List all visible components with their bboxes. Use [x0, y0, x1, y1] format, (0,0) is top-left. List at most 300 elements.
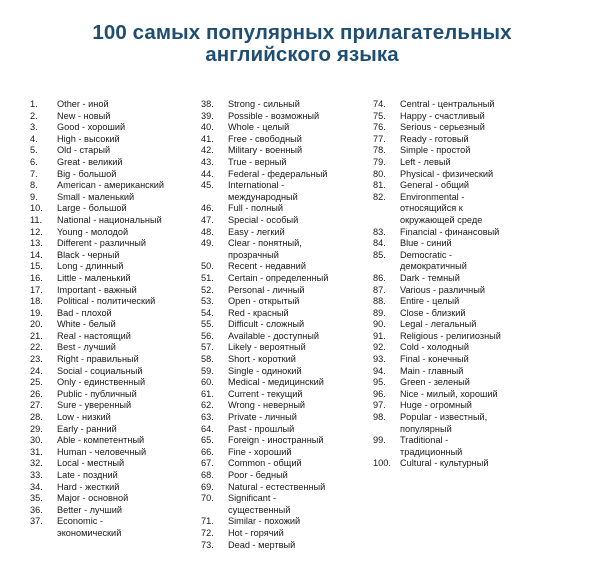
item-text: Popular - известный, популярный: [400, 412, 488, 434]
list-item: [373, 180, 543, 192]
list-item: [201, 308, 373, 320]
list-item: [373, 273, 543, 285]
item-text: Dark - темный: [400, 272, 460, 283]
list-item: [373, 111, 543, 123]
item-number: 31.: [30, 446, 43, 457]
list-item: [373, 400, 543, 412]
item-number: 17.: [30, 284, 43, 295]
item-number: 29.: [30, 423, 43, 434]
item-number: 32.: [30, 458, 43, 469]
list-item: [30, 319, 200, 331]
item-text: Available - доступный: [228, 330, 320, 341]
item-text: Happy - счастливый: [400, 110, 485, 121]
item-text: Various - различный: [400, 284, 485, 295]
list-item: [201, 516, 373, 528]
list-item: [30, 366, 200, 378]
item-text: Strong - сильный: [228, 99, 300, 109]
item-number: 26.: [30, 388, 43, 399]
list-item: [201, 157, 373, 169]
item-number: 99.: [373, 435, 386, 446]
list-item: [373, 145, 543, 157]
item-text: Early - ранний: [57, 423, 117, 434]
item-text: Legal - легальный: [400, 319, 477, 330]
item-number: 51.: [201, 272, 214, 283]
list-item: [373, 435, 543, 458]
item-number: 41.: [201, 133, 214, 144]
item-text: Likely - вероятный: [228, 342, 306, 353]
list-item: [373, 296, 543, 308]
list-item: [30, 354, 200, 366]
item-text: Different - различный: [57, 238, 147, 249]
item-number: 95.: [373, 377, 386, 388]
list-item: [201, 447, 373, 459]
item-number: 14.: [30, 249, 43, 260]
item-text: General - общий: [400, 180, 470, 191]
list-item: [30, 169, 200, 181]
list-item: [201, 528, 373, 540]
item-number: 77.: [373, 133, 386, 144]
item-text: Other - иной: [57, 99, 109, 109]
item-number: 11.: [30, 214, 43, 225]
list-item: [30, 192, 200, 204]
list-item: [373, 308, 543, 320]
item-number: 83.: [373, 226, 386, 237]
item-text: Difficult - сложный: [228, 319, 305, 330]
item-number: 71.: [201, 516, 214, 527]
item-text: Medical - медицинский: [228, 377, 324, 388]
item-number: 5.: [30, 145, 38, 156]
item-text: Single - одинокий: [228, 365, 302, 376]
item-number: 16.: [30, 272, 43, 283]
item-text: Possible - возможный: [228, 110, 320, 121]
list-item: [201, 366, 373, 378]
item-number: 82.: [373, 191, 386, 202]
list-item: [373, 157, 543, 169]
list-item: [201, 134, 373, 146]
item-text: Major - основной: [57, 493, 129, 504]
item-text: Able - компетентный: [57, 435, 145, 446]
list-item: [30, 470, 200, 482]
item-text: Significant - существенный: [228, 493, 291, 515]
item-text: Cold - холодный: [400, 342, 469, 353]
list-item: [373, 331, 543, 343]
list-item: [30, 424, 200, 436]
item-number: 42.: [201, 145, 214, 156]
list-item: [30, 493, 200, 505]
list-item: [373, 319, 543, 331]
item-number: 75.: [373, 110, 386, 121]
item-number: 4.: [30, 133, 38, 144]
item-number: 61.: [201, 388, 214, 399]
item-number: 12.: [30, 226, 43, 237]
item-text: Ready - готовый: [400, 133, 469, 144]
item-text: Real - настоящий: [57, 330, 131, 341]
item-number: 54.: [201, 307, 214, 318]
item-number: 47.: [201, 214, 214, 225]
list-item: [30, 296, 200, 308]
item-number: 90.: [373, 319, 386, 330]
item-number: 36.: [30, 504, 43, 515]
column-3: [373, 99, 543, 470]
item-text: True - верный: [228, 156, 287, 167]
list-item: [201, 238, 373, 261]
list-item: [373, 250, 543, 273]
list-item: [201, 435, 373, 447]
item-number: 94.: [373, 365, 386, 376]
list-item: [201, 470, 373, 482]
item-number: 15.: [30, 261, 43, 272]
item-text: Traditional - традиционный: [400, 435, 463, 457]
item-text: Only - единственный: [57, 377, 146, 388]
item-text: White - белый: [57, 319, 116, 330]
list-item: [30, 389, 200, 401]
item-text: Simple - простой: [400, 145, 471, 156]
item-text: Political - политический: [57, 296, 156, 307]
list-item: [30, 447, 200, 459]
item-text: Easy - легкий: [228, 226, 285, 237]
item-text: Financial - финансовый: [400, 226, 500, 237]
list-item: [30, 308, 200, 320]
item-text: Fine - хороший: [228, 446, 292, 457]
item-number: 87.: [373, 284, 386, 295]
list-item: [373, 366, 543, 378]
item-number: 48.: [201, 226, 214, 237]
item-number: 7.: [30, 168, 38, 179]
item-text: Dead - мертвый: [228, 539, 296, 550]
item-text: Hot - горячий: [228, 527, 284, 538]
list-item: [373, 377, 543, 389]
item-number: 2.: [30, 110, 38, 121]
item-number: 91.: [373, 330, 386, 341]
item-text: New - новый: [57, 110, 111, 121]
item-number: 98.: [373, 412, 386, 423]
item-text: Free - свободный: [228, 133, 302, 144]
list-item: [201, 540, 373, 552]
item-text: Physical - физический: [400, 168, 494, 179]
list-item: [30, 412, 200, 424]
item-number: 38.: [201, 99, 214, 109]
item-text: Environmental - относящийся к окружающей среде: [400, 191, 483, 225]
item-number: 57.: [201, 342, 214, 353]
item-text: Foreign - иностранный: [228, 435, 324, 446]
item-text: Entire - целый: [400, 296, 460, 307]
item-number: 35.: [30, 493, 43, 504]
list-item: [30, 145, 200, 157]
list-item: [201, 319, 373, 331]
list-item: [201, 145, 373, 157]
item-text: Black - черный: [57, 249, 120, 260]
list-item: [373, 389, 543, 401]
item-text: High - высокий: [57, 133, 120, 144]
item-number: 56.: [201, 330, 214, 341]
item-number: 55.: [201, 319, 214, 330]
item-number: 37.: [30, 516, 43, 527]
list-item: [373, 227, 543, 239]
list-item: [373, 238, 543, 250]
item-number: 66.: [201, 446, 214, 457]
item-number: 45.: [201, 180, 214, 191]
list-item: [30, 122, 200, 134]
list-item: [373, 285, 543, 297]
item-text: Little - маленький: [57, 272, 131, 283]
list-item: [373, 134, 543, 146]
list-item: [30, 331, 200, 343]
item-text: Huge - огромный: [400, 400, 472, 411]
item-text: Sure - уверенный: [57, 400, 132, 411]
item-text: Hard - жесткий: [57, 481, 120, 492]
list-item: [201, 342, 373, 354]
item-text: Left - левый: [400, 156, 451, 167]
item-number: 25.: [30, 377, 43, 388]
list-item: [30, 458, 200, 470]
item-number: 53.: [201, 296, 214, 307]
item-number: 81.: [373, 180, 386, 191]
item-number: 67.: [201, 458, 214, 469]
item-text: Long - длинный: [57, 261, 124, 272]
list-item: [201, 285, 373, 297]
list-item: [201, 482, 373, 494]
item-number: 85.: [373, 249, 386, 260]
item-number: 23.: [30, 354, 43, 365]
item-text: Private - личный: [228, 412, 297, 423]
item-number: 21.: [30, 330, 43, 341]
item-text: Religious - религиозный: [400, 330, 501, 341]
item-number: 46.: [201, 203, 214, 214]
list-item: [30, 180, 200, 192]
item-text: Important - важный: [57, 284, 137, 295]
item-text: Federal - федеральный: [228, 168, 328, 179]
list-item: [373, 169, 543, 181]
item-text: Nice - милый, хороший: [400, 388, 498, 399]
item-text: Similar - похожий: [228, 516, 301, 527]
list-item: [30, 111, 200, 123]
item-number: 33.: [30, 470, 43, 480]
list-item: [201, 424, 373, 436]
item-text: Personal - личный: [228, 284, 305, 295]
list-item: [30, 285, 200, 297]
item-number: 60.: [201, 377, 214, 388]
item-number: 10.: [30, 203, 43, 214]
list-item: [30, 99, 200, 111]
item-number: 8.: [30, 180, 38, 191]
item-text: Natural - естественный: [228, 481, 326, 492]
item-number: 13.: [30, 238, 43, 249]
list-item: [201, 273, 373, 285]
list-item: [201, 122, 373, 134]
item-text: Certain - определенный: [228, 272, 329, 283]
item-text: Low - низкий: [57, 412, 111, 423]
item-number: 97.: [373, 400, 386, 411]
column-2: [201, 99, 373, 551]
item-text: Best - лучший: [57, 342, 116, 353]
list-item: [201, 458, 373, 470]
item-text: International - международный: [228, 180, 298, 202]
item-number: 96.: [373, 388, 386, 399]
list-item: [201, 261, 373, 273]
item-text: Cultural - культурный: [400, 458, 489, 469]
list-item: [30, 435, 200, 447]
list-item: [373, 458, 543, 470]
item-text: Public - публичный: [57, 388, 137, 399]
item-number: 76.: [373, 122, 386, 133]
list-item: [201, 169, 373, 181]
list-item: [201, 412, 373, 424]
page-title: [0, 22, 604, 66]
item-text: Clear - понятный, прозрачный: [228, 238, 302, 260]
item-number: 52.: [201, 284, 214, 295]
item-number: 49.: [201, 238, 214, 249]
item-text: American - американский: [57, 180, 165, 191]
item-text: Young - молодой: [57, 226, 129, 237]
item-number: 28.: [30, 412, 43, 423]
item-number: 50.: [201, 261, 214, 272]
item-number: 6.: [30, 156, 38, 167]
item-number: 64.: [201, 423, 214, 434]
item-number: 78.: [373, 145, 386, 156]
item-text: Common - общий: [228, 458, 302, 469]
item-text: Late - поздний: [57, 470, 118, 480]
item-number: 62.: [201, 400, 214, 411]
list-item: [30, 157, 200, 169]
item-number: 20.: [30, 319, 43, 330]
item-text: Red - красный: [228, 307, 289, 318]
item-text: Small - маленький: [57, 191, 135, 202]
item-text: Social - социальный: [57, 365, 143, 376]
list-item: [30, 227, 200, 239]
item-text: Military - военный: [228, 145, 303, 156]
item-number: 43.: [201, 156, 214, 167]
list-item: [373, 122, 543, 134]
item-text: Past - прошлый: [228, 423, 295, 434]
item-text: Human - человечный: [57, 446, 147, 457]
item-number: 59.: [201, 365, 214, 376]
item-text: Whole - целый: [228, 122, 290, 133]
item-number: 100.: [373, 458, 391, 469]
item-text: Special - особый: [228, 214, 299, 225]
item-number: 39.: [201, 110, 214, 121]
title-line-1: 100 самых популярных прилагательных: [92, 21, 512, 44]
item-text: Better - лучший: [57, 504, 123, 515]
item-number: 44.: [201, 168, 214, 179]
item-number: 65.: [201, 435, 214, 446]
item-number: 24.: [30, 365, 43, 376]
item-number: 79.: [373, 156, 386, 167]
list-item: [201, 377, 373, 389]
item-text: Democratic - демократичный: [400, 249, 467, 272]
item-text: Wrong - неверный: [228, 400, 306, 411]
item-text: Serious - серьезный: [400, 122, 485, 133]
list-item: [30, 215, 200, 227]
item-number: 74.: [373, 99, 386, 109]
item-number: 89.: [373, 307, 386, 318]
item-number: 69.: [201, 481, 214, 492]
list-item: [201, 354, 373, 366]
list-item: [201, 331, 373, 343]
list-item: [30, 482, 200, 494]
item-text: Big - большой: [57, 168, 117, 179]
item-number: 58.: [201, 354, 214, 365]
item-text: Great - великий: [57, 156, 123, 167]
list-item: [201, 493, 373, 516]
item-number: 68.: [201, 470, 214, 480]
list-item: [30, 273, 200, 285]
list-item: [201, 400, 373, 412]
item-text: Recent - недавний: [228, 261, 306, 272]
list-item: [373, 192, 543, 227]
item-number: 73.: [201, 539, 214, 550]
list-item: [373, 412, 543, 435]
item-text: Economic - экономический: [57, 516, 122, 538]
item-number: 18.: [30, 296, 43, 307]
item-number: 34.: [30, 481, 43, 492]
item-text: National - национальный: [57, 214, 162, 225]
list-item: [30, 203, 200, 215]
item-number: 22.: [30, 342, 43, 353]
item-text: Blue - синий: [400, 238, 452, 249]
item-number: 27.: [30, 400, 43, 411]
item-number: 93.: [373, 354, 386, 365]
item-number: 9.: [30, 191, 38, 202]
item-number: 88.: [373, 296, 386, 307]
item-text: Central - центральный: [400, 99, 495, 109]
list-item: [30, 505, 200, 517]
item-text: Green - зеленый: [400, 377, 470, 388]
list-item: [30, 134, 200, 146]
list-item: [30, 261, 200, 273]
item-text: Old - старый: [57, 145, 111, 156]
title-line-2: английского языка: [205, 43, 399, 66]
item-text: Poor - бедный: [228, 470, 288, 480]
list-item: [201, 111, 373, 123]
item-text: Large - большой: [57, 203, 127, 214]
list-item: [201, 180, 373, 203]
item-text: Full - полный: [228, 203, 284, 214]
item-number: 30.: [30, 435, 43, 446]
column-1: [30, 99, 200, 540]
list-item: [30, 377, 200, 389]
list-item: [30, 400, 200, 412]
item-text: Right - правильный: [57, 354, 139, 365]
item-number: 80.: [373, 168, 386, 179]
item-number: 70.: [201, 493, 214, 504]
list-item: [201, 99, 373, 111]
item-number: 86.: [373, 272, 386, 283]
item-text: Final - конечный: [400, 354, 469, 365]
list-item: [30, 342, 200, 354]
list-item: [201, 389, 373, 401]
list-item: [373, 99, 543, 111]
item-number: 72.: [201, 527, 214, 538]
item-number: 19.: [30, 307, 43, 318]
item-text: Close - близкий: [400, 307, 466, 318]
list-item: [201, 203, 373, 215]
list-item: [201, 227, 373, 239]
list-item: [201, 215, 373, 227]
item-text: Local - местный: [57, 458, 125, 469]
list-item: [373, 354, 543, 366]
item-number: 92.: [373, 342, 386, 353]
list-item: [30, 250, 200, 262]
item-text: Good - хороший: [57, 122, 126, 133]
item-number: 3.: [30, 122, 38, 133]
item-text: Bad - плохой: [57, 307, 112, 318]
list-item: [30, 238, 200, 250]
item-number: 1.: [30, 99, 38, 109]
list-item: [201, 296, 373, 308]
item-number: 40.: [201, 122, 214, 133]
item-number: 63.: [201, 412, 214, 423]
item-number: 84.: [373, 238, 386, 249]
